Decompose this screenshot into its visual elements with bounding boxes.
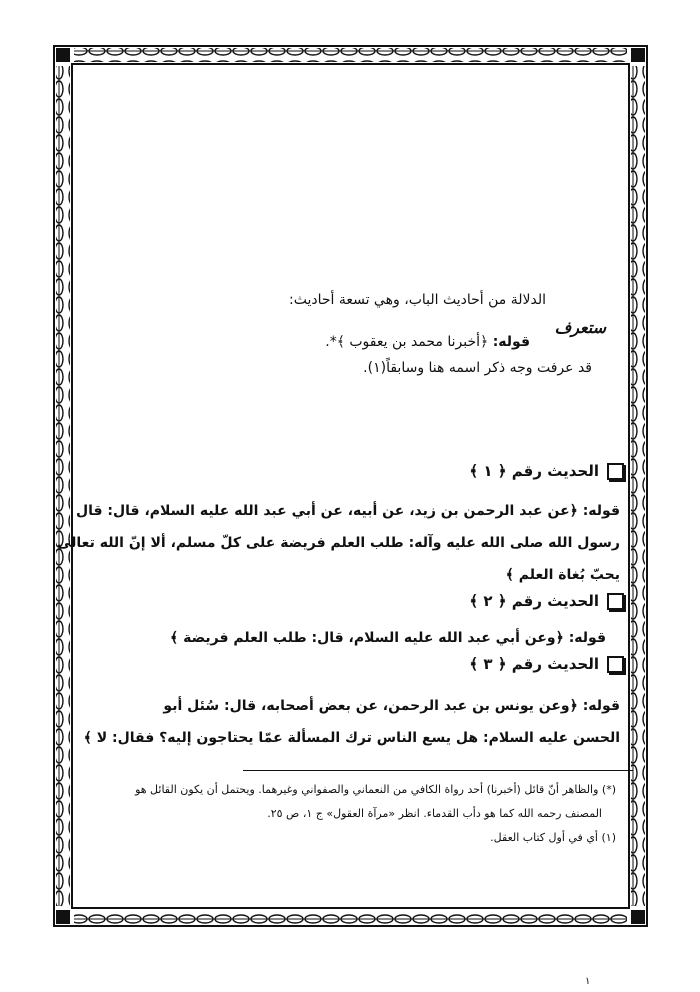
hadith-heading-label: الحديث رقم ﴿ ٢ ﴾ — [469, 592, 599, 610]
first-quote-label: قوله: — [492, 334, 530, 350]
hadith-heading-label: الحديث رقم ﴿ ١ ﴾ — [469, 462, 599, 480]
hadith-text-1 — [57, 495, 620, 591]
footnotes — [76, 778, 616, 850]
hadith-line: الحسن عليه السلام: هل يسع الناس ترك المسألة عمّا يحتاجون إليه؟ فقال: لا ﴾ — [83, 730, 620, 746]
footnote-line: (*) والظاهر أنّ قائل (أخبرنا) أحد رواة الكافي من النعماني والصفواني وغيرهما. ويحتمل أن يكون القائل هو — [135, 783, 616, 796]
hadith-text-2 — [78, 622, 606, 654]
hadith-line: يحبّ بُغاة العلم ﴾ — [505, 567, 620, 583]
hadith-line: قوله: ﴿عن عبد الرحمن بن زيد، عن أبيه، عن أبي عبد الله عليه السلام، قال: قال — [75, 503, 620, 519]
hadith-heading-3 — [469, 655, 624, 673]
footnote-line: (١) أي في أول كتاب العقل. — [490, 831, 616, 844]
checkbox-icon — [607, 593, 624, 610]
checkbox-icon — [607, 656, 624, 673]
intro-line: الدلالة من أحاديث الباب، وهي تسعة أحاديث: — [288, 292, 546, 308]
footnote-divider — [243, 770, 633, 771]
second-line: قد عرفت وجه ذكر اسمه هنا وسابقاً(١). — [363, 360, 592, 376]
first-quote-text: ﴿أخبرنا محمد بن يعقوب ﴾*. — [325, 334, 489, 350]
hadith-line: قوله: ﴿وعن أبي عبد الله عليه السلام، قال: طلب العلم فريضة ﴾ — [170, 630, 606, 646]
hadith-line: رسول الله صلى الله عليه وآله: طلب العلم فريضة على كلّ مسلم، ألا إنّ الله تعالى — [57, 535, 620, 551]
hadith-heading-label: الحديث رقم ﴿ ٣ ﴾ — [469, 655, 599, 673]
footnote-line: المصنف رحمه الله كما هو دأب القدماء. انظر «مرآة العقول» ج ١، ص ٢٥. — [267, 807, 602, 820]
hadith-text-3 — [78, 690, 620, 754]
section-tag: ستعرف — [554, 318, 606, 337]
hadith-heading-2 — [469, 592, 624, 610]
page-number: ١ — [585, 976, 591, 987]
hadith-line: قوله: ﴿وعن يونس بن عبد الرحمن، عن بعض أصحابه، قال: سُئل أبو — [163, 698, 620, 714]
checkbox-icon — [607, 463, 624, 480]
hadith-heading-1 — [469, 462, 624, 480]
first-quote-line — [325, 334, 530, 350]
